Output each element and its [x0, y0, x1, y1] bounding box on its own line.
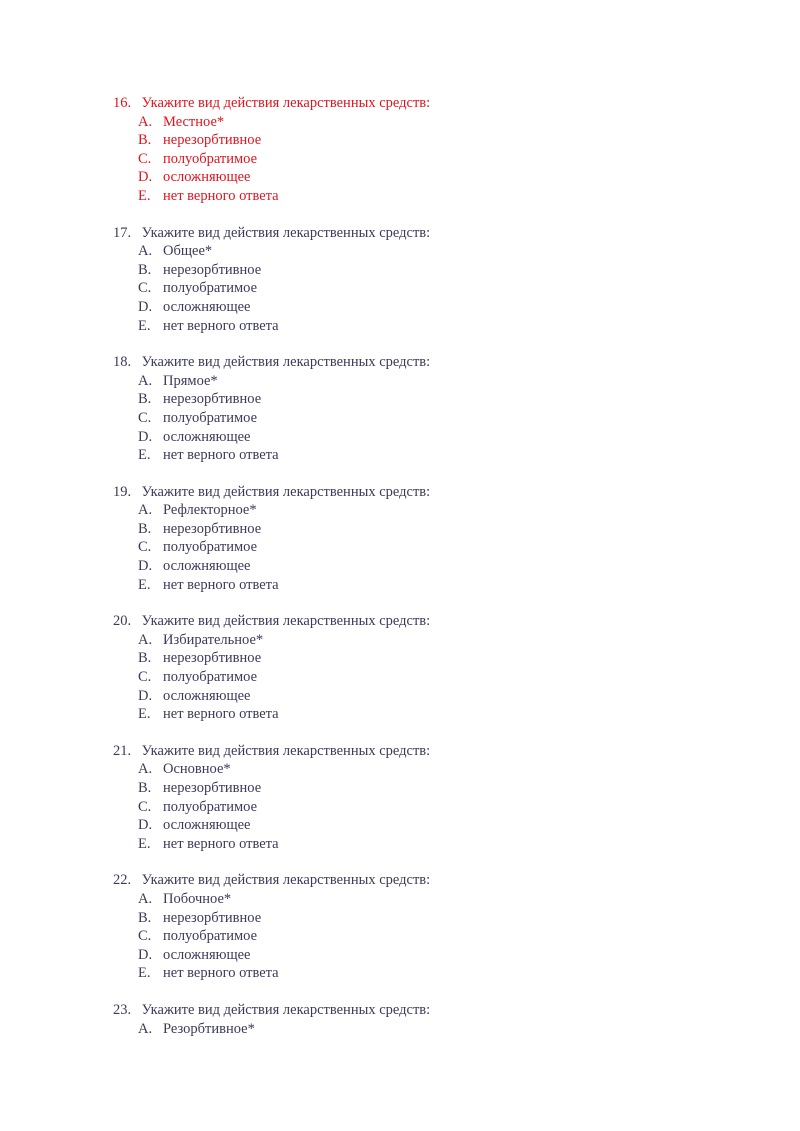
option-letter: B.: [138, 909, 152, 926]
answer-option: [113, 131, 713, 150]
answer-option: [113, 557, 713, 576]
question-text: Укажите вид действия лекарственных средств:: [141, 1001, 431, 1018]
question-number: 21.: [113, 742, 132, 759]
option-text: нерезорбтивное: [163, 132, 262, 149]
option-text: Избирательное*: [163, 631, 264, 648]
option-letter: D.: [138, 169, 153, 186]
answer-option: [113, 428, 713, 447]
option-letter: A.: [138, 502, 153, 519]
option-letter: A.: [138, 1020, 153, 1037]
option-text: нерезорбтивное: [163, 261, 262, 278]
option-letter: C.: [138, 280, 152, 297]
option-text: Прямое*: [163, 372, 218, 389]
option-letter: A.: [138, 372, 153, 389]
option-text: Побочное*: [163, 890, 232, 907]
option-text: нет верного ответа: [163, 576, 279, 593]
answer-option: [113, 946, 713, 965]
option-letter: C.: [138, 928, 152, 945]
answer-options: [113, 501, 713, 594]
answer-option: [113, 816, 713, 835]
option-letter: E.: [138, 965, 151, 982]
answer-option: [113, 927, 713, 946]
option-letter: A.: [138, 890, 153, 907]
answer-option: [113, 168, 713, 187]
option-letter: C.: [138, 798, 152, 815]
question-heading: [113, 871, 713, 890]
option-letter: D.: [138, 817, 153, 834]
answer-options: [113, 113, 713, 206]
question-block: [113, 742, 713, 854]
answer-option: [113, 279, 713, 298]
question-number: 17.: [113, 224, 132, 241]
answer-option: [113, 520, 713, 539]
option-letter: B.: [138, 261, 152, 278]
question-number: 23.: [113, 1001, 132, 1018]
option-letter: E.: [138, 447, 151, 464]
option-letter: A.: [138, 113, 153, 130]
option-text: осложняющее: [163, 428, 251, 445]
option-text: нерезорбтивное: [163, 520, 262, 537]
question-text: Укажите вид действия лекарственных средств:: [141, 354, 431, 371]
option-text: полуобратимое: [163, 669, 258, 686]
option-text: нет верного ответа: [163, 835, 279, 852]
question-block: [113, 483, 713, 595]
option-letter: E.: [138, 317, 151, 334]
answer-option: [113, 187, 713, 206]
option-text: Местное*: [163, 113, 225, 130]
answer-option: [113, 446, 713, 465]
option-text: осложняющее: [163, 169, 251, 186]
answer-option: [113, 576, 713, 595]
option-text: осложняющее: [163, 817, 251, 834]
option-letter: A.: [138, 243, 153, 260]
option-text: осложняющее: [163, 558, 251, 575]
answer-options: [113, 1020, 713, 1039]
question-heading: [113, 483, 713, 502]
answer-option: [113, 649, 713, 668]
option-letter: B.: [138, 132, 152, 149]
answer-option: [113, 964, 713, 983]
option-letter: E.: [138, 706, 151, 723]
question-number: 18.: [113, 354, 132, 371]
answer-options: [113, 631, 713, 724]
option-letter: E.: [138, 576, 151, 593]
option-text: Рефлекторное*: [163, 502, 257, 519]
question-list: [113, 94, 713, 1056]
answer-option: [113, 705, 713, 724]
option-letter: D.: [138, 687, 153, 704]
answer-option: [113, 631, 713, 650]
answer-options: [113, 242, 713, 335]
option-text: нет верного ответа: [163, 965, 279, 982]
option-text: полуобратимое: [163, 928, 258, 945]
option-letter: C.: [138, 539, 152, 556]
option-letter: E.: [138, 835, 151, 852]
option-text: нет верного ответа: [163, 187, 279, 204]
answer-option: [113, 150, 713, 169]
option-letter: A.: [138, 631, 153, 648]
option-text: осложняющее: [163, 298, 251, 315]
option-letter: A.: [138, 761, 153, 778]
answer-option: [113, 501, 713, 520]
question-block: [113, 94, 713, 206]
option-letter: D.: [138, 946, 153, 963]
option-text: осложняющее: [163, 946, 251, 963]
question-heading: [113, 742, 713, 761]
option-text: нет верного ответа: [163, 447, 279, 464]
option-text: полуобратимое: [163, 798, 258, 815]
option-text: нерезорбтивное: [163, 391, 262, 408]
question-text: Укажите вид действия лекарственных средств:: [141, 613, 431, 630]
answer-option: [113, 390, 713, 409]
option-letter: D.: [138, 558, 153, 575]
question-block: [113, 353, 713, 465]
question-block: [113, 612, 713, 724]
answer-option: [113, 668, 713, 687]
question-text: Укажите вид действия лекарственных средств:: [141, 742, 431, 759]
option-letter: C.: [138, 409, 152, 426]
answer-options: [113, 372, 713, 465]
answer-option: [113, 113, 713, 132]
question-heading: [113, 94, 713, 113]
answer-option: [113, 409, 713, 428]
answer-option: [113, 835, 713, 854]
answer-option: [113, 687, 713, 706]
question-number: 16.: [113, 95, 132, 111]
option-text: Общее*: [163, 243, 213, 260]
answer-option: [113, 1020, 713, 1039]
question-block: [113, 1001, 713, 1038]
answer-option: [113, 760, 713, 779]
question-text: Укажите вид действия лекарственных средств:: [141, 224, 431, 241]
option-text: нерезорбтивное: [163, 650, 262, 667]
question-number: 20.: [113, 613, 132, 630]
option-letter: E.: [138, 187, 151, 204]
option-text: полуобратимое: [163, 539, 258, 556]
question-heading: [113, 612, 713, 631]
option-text: Основное*: [163, 761, 231, 778]
option-letter: B.: [138, 391, 152, 408]
question-text: Укажите вид действия лекарственных средств:: [141, 872, 431, 889]
option-letter: D.: [138, 428, 153, 445]
question-text: Укажите вид действия лекарственных средств:: [141, 483, 431, 500]
question-block: [113, 871, 713, 983]
answer-option: [113, 909, 713, 928]
option-letter: C.: [138, 669, 152, 686]
question-number: 19.: [113, 483, 132, 500]
option-letter: B.: [138, 650, 152, 667]
question-heading: [113, 1001, 713, 1020]
answer-option: [113, 538, 713, 557]
answer-options: [113, 760, 713, 853]
question-heading: [113, 353, 713, 372]
option-text: Резорбтивное*: [163, 1020, 255, 1037]
answer-option: [113, 372, 713, 391]
option-text: полуобратимое: [163, 150, 258, 167]
option-text: полуобратимое: [163, 280, 258, 297]
answer-option: [113, 890, 713, 909]
option-text: осложняющее: [163, 687, 251, 704]
answer-option: [113, 242, 713, 261]
option-letter: D.: [138, 298, 153, 315]
option-text: полуобратимое: [163, 409, 258, 426]
option-letter: B.: [138, 780, 152, 796]
option-text: нет верного ответа: [163, 706, 279, 723]
question-text: Укажите вид действия лекарственных средств:: [141, 95, 431, 111]
option-text: нерезорбтивное: [163, 909, 262, 926]
option-letter: C.: [138, 150, 152, 167]
question-number: 22.: [113, 872, 132, 889]
answer-option: [113, 261, 713, 280]
option-text: нерезорбтивное: [163, 780, 262, 796]
question-heading: [113, 224, 713, 243]
option-text: нет верного ответа: [163, 317, 279, 334]
question-block: [113, 224, 713, 336]
answer-options: [113, 890, 713, 983]
answer-option: [113, 317, 713, 336]
answer-option: [113, 298, 713, 317]
option-letter: B.: [138, 520, 152, 537]
answer-option: [113, 779, 713, 798]
answer-option: [113, 798, 713, 817]
